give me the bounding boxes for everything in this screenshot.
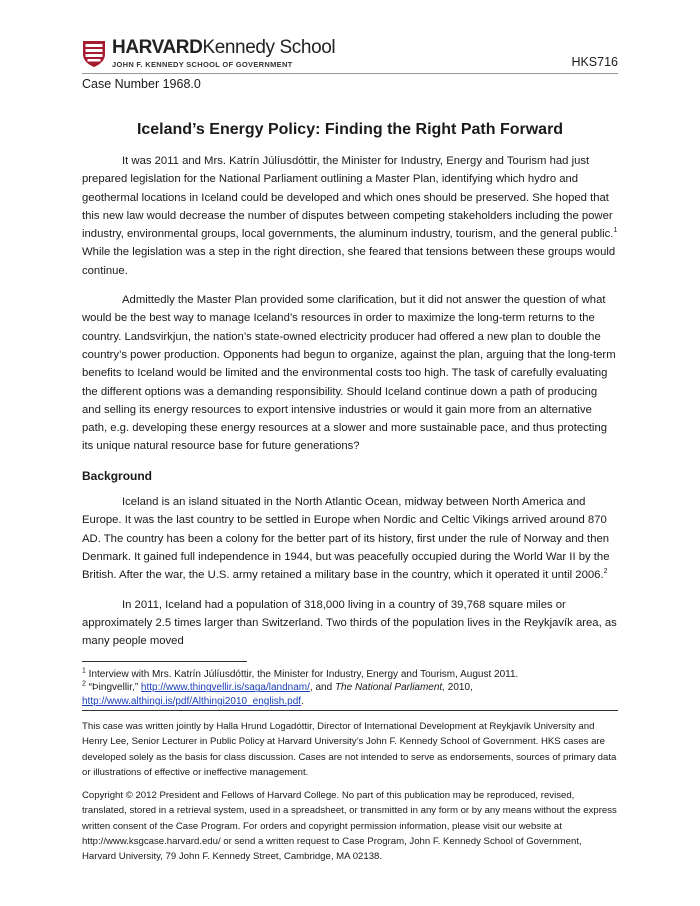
althingi-link[interactable]: http://www.althingi.is/pdf/Althingi2010_english.pdf [82,695,302,707]
brand-subtitle: JOHN F. KENNEDY SCHOOL OF GOVERNMENT [112,60,293,69]
paragraph-4: In 2011, Iceland had a population of 318,000 living in a country of 39,768 square miles or approximately 2.5 times larger than Switzerland. Two thirds of the population lives in the Reykjavík area, as many people moved [82,598,617,648]
copyright-notice: Copyright © 2012 President and Fellows of Harvard College. No part of this publication may be reproduced, revised, translated, stored in a retrieval system, used in a spreadsheet, or transmitted in any form or by any means without the express written consent of the Case Program. For orders and copyright permission information, please visit our website at http://www.ksgcase.harvard.edu/ or send a written request to Case Program, John F. Kennedy School of Government, Harvard University, 79 John F. Kennedy Street, Cambridge, MA 02138. [82,790,617,863]
footnote-ref-1: 1 [613,227,618,235]
footnote-2: $^2$ “Þingvellir,” http://www.thingvellir.is/saga/landnam/, and The National Parliament, 2010, [82,681,473,694]
footer-separator [82,710,618,711]
footnote-2-cont: http://www.althingi.is/pdf/Althingi2010_english.pdf. [82,695,304,707]
case-disclaimer: This case was written jointly by Halla Hrund Logadóttir, Director of International Development at Reykjavík University and Henry Lee, Senior Lecturer in Public Policy at Harvard University’s John F. Kennedy School of Government. HKS cases are developed solely as the basis for class discussion. Cases are not intended to serve as endorsements, sources of primary data or illustrations of effective or ineffective management. [82,721,617,778]
footnote-ref-2: 2 [603,568,608,576]
footnote-1: $^1$ Interview with Mrs. Katrín Júlíusdóttir, the Minister for Industry, Energy and Tourism, August 2011. [82,667,519,680]
body-text [82,152,618,661]
header-rule [82,73,618,74]
document-title: Iceland’s Energy Policy: Finding the Right Path Forward [136,121,564,138]
brand-harvard: HARVARD [112,37,203,58]
brand-school: Kennedy School [202,37,336,58]
paragraph-2: Admittedly the Master Plan provided some clarification, but it did not answer the question of what would be the best way to manage Iceland’s resources in order to maximize the long-term returns to the country. Landsvirkjun, the nation’s state-owned electricity producer had offered a new plan to double the country’s power production. Opponents had begun to organize, against the plan, arguing that the long-term benefits to Iceland would be limited and the environmental costs too high. The task of carefully evaluating the different options was a demanding responsibility. Should Iceland continue down a path of producing and selling its energy resources to export intensive industries or would it gain more from an alternative path, e.g. developing these energy resources at a slower and more sustainable pace, and thus protecting its unique natural resource base for future generations? [82,294,616,453]
page-header [82,38,618,72]
paragraph-1: It was 2011 and Mrs. Katrín Júlíusdóttir, the Minister for Industry, Energy and Tourism had just prepared legislation for the National Parliament outlining a Master Plan, identifying which hydro and geothermal locations in Iceland could be developed and which ones should be preserved. She hoped that this new law would decrease the number of disputes between competing stakeholders including the power industry, environmental groups, local governments, the aluminum industry, tourism, and the general public.$^1$ While the legislation was a step in the right direction, she feared that tensions between these groups would continue. [82,155,618,277]
case-number: Case Number 1968.0 [82,77,201,91]
brand-wordmark [112,38,335,69]
paragraph-3: Iceland is an island situated in the North Atlantic Ocean, midway between North America and Europe. It was the last country to be settled in Europe when Nordic and Celtic Vikings arrived around 870 AD. The country has been a colony for the better part of its history, first under the rule of Norway and then Denmark. It gained full independence in 1944, but was peacefully occupied during the World War II by the British. After the war, the U.S. army retained a military base in the country, which it operated it until 2006.$^2$ [82,496,610,582]
footnotes [82,668,618,708]
footnote-separator [82,661,247,662]
harvard-shield-logo [82,40,106,68]
section-heading-background: Background [82,468,153,483]
thingvellir-link[interactable]: http://www.thingvellir.is/saga/landnam/ [140,682,310,694]
case-code: HKS716 [571,55,618,69]
